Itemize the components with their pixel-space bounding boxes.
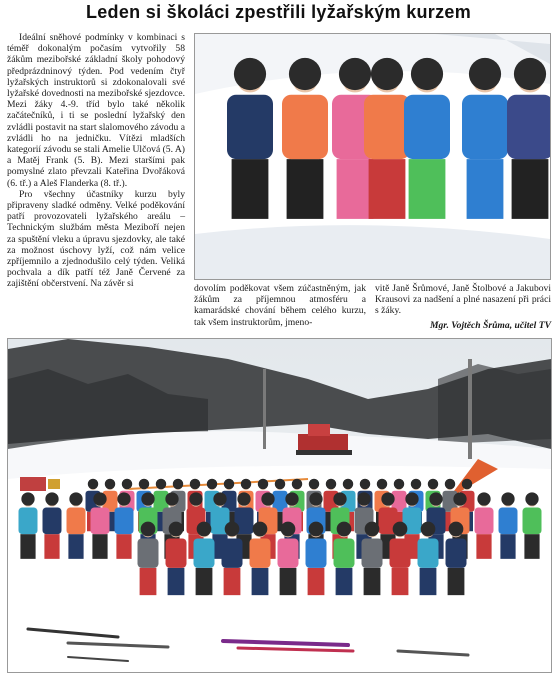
paragraph-intro: Ideální sněhové podmínky v kombinaci s téměř dokonalým počasím vytvořily 58 žákům mezibořské základní školy pohodový předprázdninový týden. Pod vedením čtyř lyžařských instruktorů si zdokonalovali své lyžařské dovednosti na mezibořské sjezdovce. Mezi žáky 4.-9. tříd bylo také několik začátečníků, i ti se poslední lyžařský den zvládli postavit na start slalomového závodu a zvládli ho na jedničku. Vítězi mladších kategorií závodu se stali Amelie Ulčová (5. A) a Matěj Frank (5. B). Mezi staršími pak pomyslné zlato převzali Kateřina Dvořáková (6. tř.) a Aleš Flanderka (8. tř.). xyxy=(7,32,185,189)
author-signature: Mgr. Vojtěch Šrůma, učitel TV xyxy=(429,319,551,331)
paragraph-continued: dovolím poděkovat všem zúčastněným, jak žákům za příjemnou atmosféru a kamarádské chování během celého kurzu, tak všem instruktorům, jmeno- xyxy=(194,283,366,328)
article-column-left xyxy=(7,32,185,322)
paragraph-end: vitě Janě Šrůmové, Janě Štolbové a Jakubovi Krausovi za nadšení a plné nasazení při práci s žáky. xyxy=(375,283,551,317)
photo-skiers-group-large xyxy=(7,338,552,673)
photo-skiers-group-small xyxy=(194,33,551,280)
article-column-middle xyxy=(194,283,366,333)
paragraph-thanks: Pro všechny účastníky kurzu byly připraveny sladké odměny. Velké poděkování patří provozovateli lyžařského areálu – Technickým službám města Meziboří nejen za spuštění vleku a úpravu sjezdovky, ale také za možnost úschovy lyží, což nám velice zpříjemnilo a zjednodušilo celý týden. Veliká pochvala a dík patří též Janě Červené za zajištění občerstvení. Na závěr si xyxy=(7,188,185,290)
article-column-right xyxy=(375,283,551,333)
article-headline: Leden si školáci zpestřili lyžařským kurzem xyxy=(85,2,472,22)
